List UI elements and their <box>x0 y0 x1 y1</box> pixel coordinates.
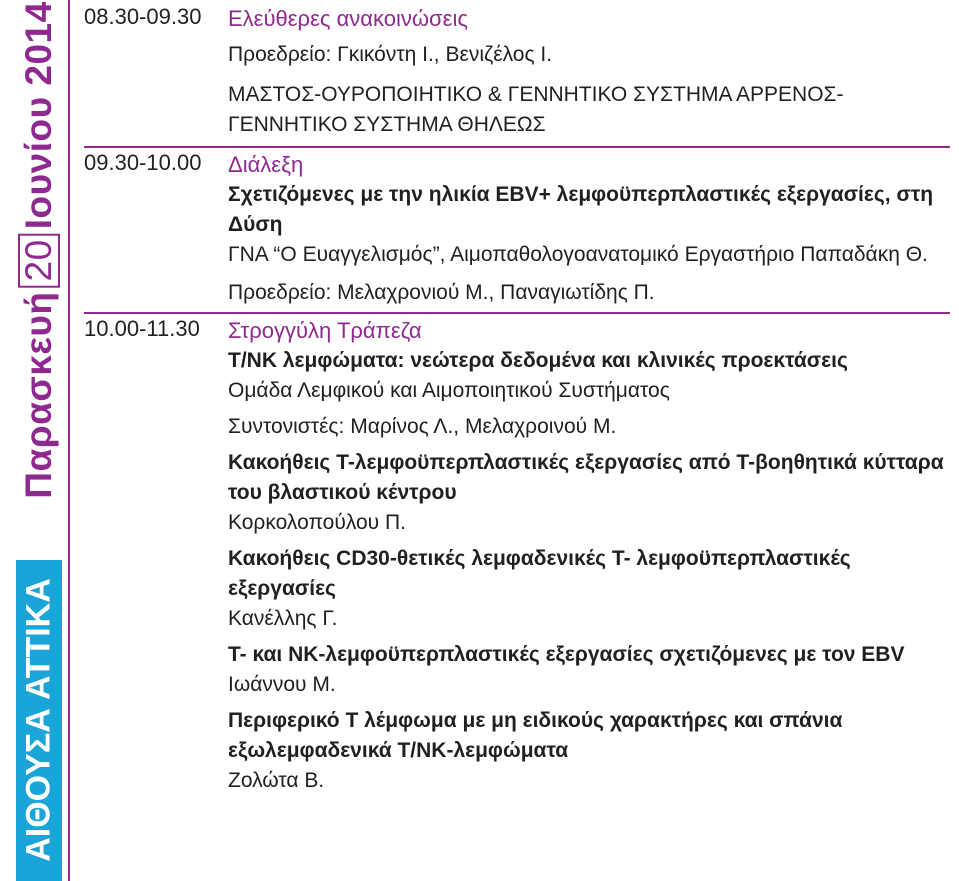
side-band <box>0 0 62 881</box>
talk-speaker: Κανέλλης Γ. <box>228 607 338 630</box>
weekday: Παρασκευή <box>18 291 59 499</box>
session-time: 09.30-10.00 <box>84 150 202 175</box>
roundtable-group: Ομάδα Λεμφικού και Αιμοποιητικού Συστήματος <box>228 379 670 402</box>
date-banner <box>16 0 62 500</box>
session-type: Στρογγύλη Τράπεζα <box>228 318 422 343</box>
date-text <box>18 1 60 498</box>
session-row <box>84 0 950 140</box>
talk-speaker: Ζολώτα Β. <box>228 769 325 792</box>
vertical-divider <box>68 0 70 881</box>
talk-title: Τ- και ΝΚ-λεμφοϋπερπλαστικές εξεργασίες σχετιζόμενες με τον EBV <box>228 643 905 666</box>
talk-speaker: Ιωάννου Μ. <box>228 673 336 696</box>
talk-title: Κακοήθεις CD30-θετικές λεμφαδενικές Τ- λεμφοϋπερπλαστικές εξεργασίες <box>228 547 851 600</box>
talk-item <box>228 640 948 700</box>
room-banner <box>16 560 62 881</box>
lecture-affiliation: ΓΝΑ “Ο Ευαγγελισμός”, Αιμοπαθολογοανατομικό Εργαστήριο Παπαδάκη Θ. <box>228 243 928 266</box>
day-box: 20 <box>18 233 60 287</box>
talk-title: Περιφερικό Τ λέμφωμα με μη ειδικούς χαρακτήρες και σπάνια εξωλεμφαδενικά Τ/ΝΚ-λεμφώματα <box>228 709 843 762</box>
session-row <box>84 314 950 796</box>
session-time: 10.00-11.30 <box>84 316 200 341</box>
roundtable-title: Τ/ΝΚ λεμφώματα: νεώτερα δεδομένα και κλινικές προεκτάσεις <box>228 349 848 372</box>
talk-item <box>228 706 948 796</box>
lecture-title: Σχετιζόμενες με την ηλικία EBV+ λεμφοϋπερπλαστικές εξεργασίες, στη Δύση <box>228 183 934 236</box>
session-time: 08.30-09.30 <box>84 4 202 29</box>
schedule <box>84 0 950 796</box>
month-year: Ιουνίου 2014 <box>18 1 59 230</box>
roundtable-coordinators: Συντονιστές: Μαρίνος Λ., Μελαχροινού Μ. <box>228 415 617 438</box>
session-row <box>84 148 950 308</box>
talk-item <box>228 448 948 538</box>
room-name: ΑΙΘΟΥΣΑ ΑΤΤΙΚΑ <box>19 578 58 862</box>
session-content <box>228 4 948 140</box>
session-type: Ελεύθερες ανακοινώσεις <box>228 6 468 31</box>
session-chairs: Προεδρείο: Μελαχρονιού Μ., Παναγιωτίδης Π. <box>228 281 655 304</box>
session-type: Διάλεξη <box>228 152 304 177</box>
session-content <box>228 150 948 308</box>
session-topic: ΜΑΣΤΟΣ-ΟΥΡΟΠΟΙΗΤΙΚΟ & ΓΕΝΝΗΤΙΚΟ ΣΥΣΤΗΜΑ ΑΡΡΕΝΟΣ-ΓΕΝΝΗΤΙΚΟ ΣΥΣΤΗΜΑ ΘΗΛΕΩΣ <box>228 83 844 136</box>
talk-title: Κακοήθεις Τ-λεμφοϋπερπλαστικές εξεργασίες από Τ-βοηθητικά κύτταρα του βλαστικού κέντρου <box>228 451 944 504</box>
talk-item <box>228 544 948 634</box>
session-chairs: Προεδρείο: Γκικόντη Ι., Βενιζέλος Ι. <box>228 43 553 66</box>
talk-speaker: Κορκολοπούλου Π. <box>228 511 406 534</box>
session-content <box>228 316 948 796</box>
